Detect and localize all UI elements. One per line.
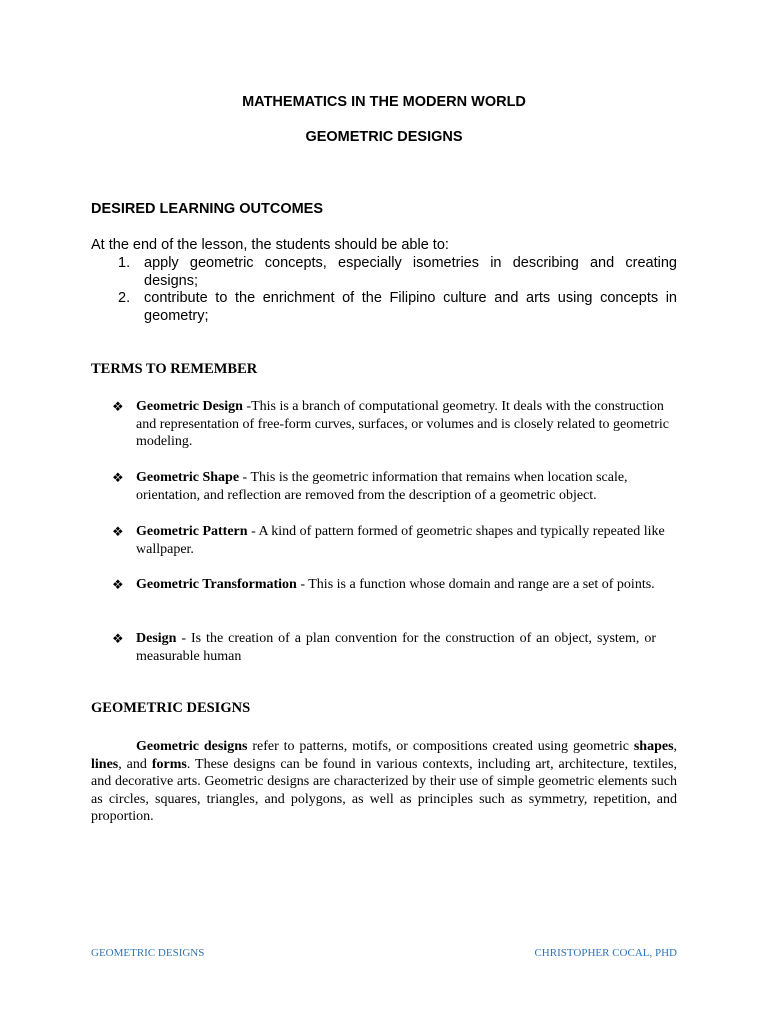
term-body xyxy=(136,576,672,594)
term-definition: - A kind of pattern formed of geometric shapes and typically repeated like wallpaper. xyxy=(136,524,665,557)
bold-term: Geometric designs xyxy=(136,739,248,754)
bold-term: shapes xyxy=(633,739,674,754)
outcome-text: contribute to the enrichment of the Filipino culture and arts using concepts in geometry; xyxy=(144,290,677,324)
terms-heading: TERMS TO REMEMBER xyxy=(91,361,258,377)
term-definition: -This is a branch of computational geometry. It deals with the construction and representation of free-form curves, surfaces, or volumes and is closely related to geometric modeling. xyxy=(136,399,669,449)
term-title: Design xyxy=(136,631,177,646)
term-definition: - This is the geometric information that remains when location scale, orientation, and reflection are removed from the description of a geometric object. xyxy=(136,470,628,503)
bold-term: forms xyxy=(151,756,187,772)
diamond-bullet-icon: ❖ xyxy=(112,470,124,485)
term-body xyxy=(136,469,672,504)
footer-right: CHRISTOPHER COCAL, PHD xyxy=(534,947,677,959)
paragraph-text: refer to patterns, motifs, or compositions created using geometric xyxy=(247,739,634,754)
term-body xyxy=(136,523,672,558)
diamond-bullet-icon: ❖ xyxy=(112,631,124,646)
paragraph-text: , xyxy=(673,739,678,754)
term-body xyxy=(136,398,672,451)
diamond-bullet-icon: ❖ xyxy=(112,577,124,592)
outcomes-intro: At the end of the lesson, the students should be able to: xyxy=(91,237,449,253)
outcome-number: 1. xyxy=(118,255,131,271)
course-title: MATHEMATICS IN THE MODERN WORLD xyxy=(242,94,526,110)
paragraph-text: . These designs can be found in various contexts, including art, architecture, textiles, and decorative arts. Geometric designs are characterized by their use of simple geometric elements such as circles, squares, triangles, and polygons, as well as principles such as symmetry, repetition, and proportion. xyxy=(91,756,677,824)
term-title: Geometric Design xyxy=(136,399,243,414)
outcomes-heading: DESIRED LEARNING OUTCOMES xyxy=(91,201,324,217)
bold-term: lines xyxy=(91,756,119,772)
topic-title: GEOMETRIC DESIGNS xyxy=(305,129,463,145)
outcome-text: apply geometric concepts, especially isometries in describing and creating designs; xyxy=(144,255,677,289)
term-title: Geometric Transformation xyxy=(136,577,297,592)
term-body xyxy=(136,630,656,665)
term-title: Geometric Shape xyxy=(136,470,240,485)
term-title: Geometric Pattern xyxy=(136,524,248,539)
term-definition: - Is the creation of a plan convention for the construction of an object, system, or measurable human xyxy=(136,631,656,664)
footer-left: GEOMETRIC DESIGNS xyxy=(91,947,205,959)
designs-heading: GEOMETRIC DESIGNS xyxy=(91,700,251,716)
diamond-bullet-icon: ❖ xyxy=(112,524,124,539)
designs-paragraph xyxy=(91,738,677,826)
outcome-number: 2. xyxy=(118,290,131,306)
diamond-bullet-icon: ❖ xyxy=(112,399,124,414)
term-definition: - This is a function whose domain and range are a set of points. xyxy=(296,577,655,592)
paragraph-text: , and xyxy=(118,756,152,772)
